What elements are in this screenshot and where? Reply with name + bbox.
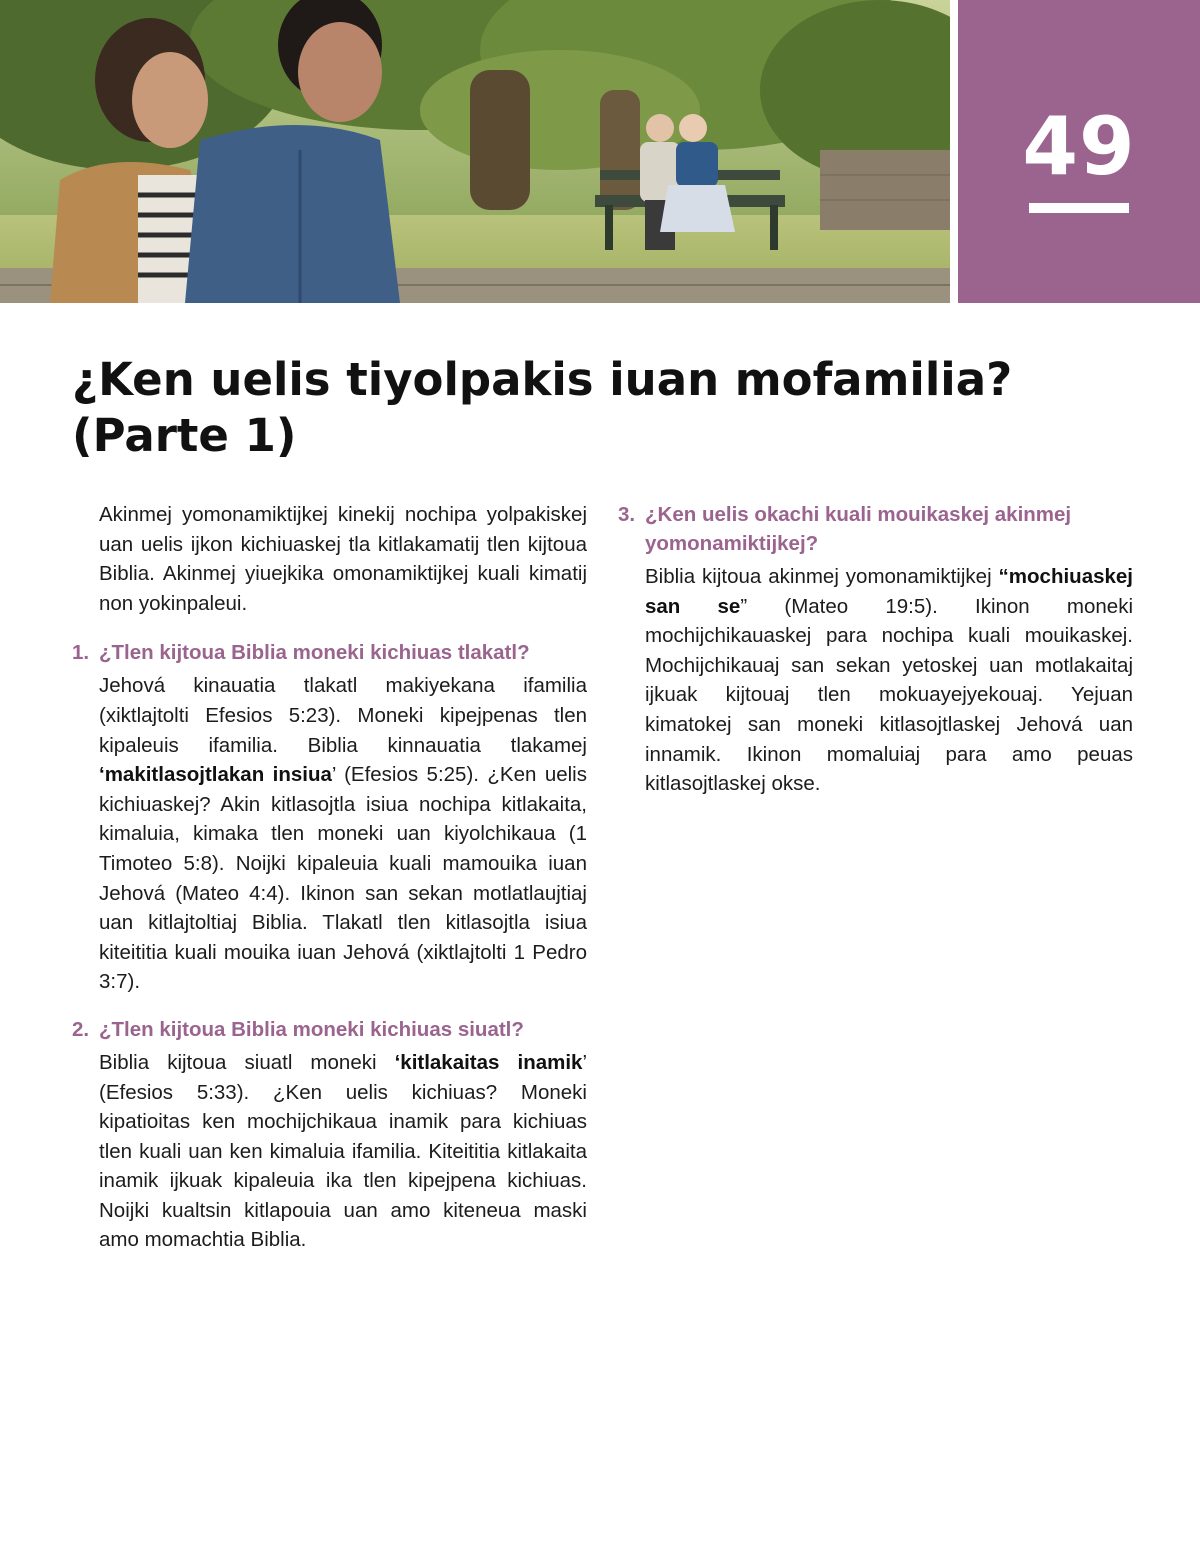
question-heading xyxy=(72,638,587,667)
question-body-text-a: Biblia kijtoua siuatl moneki xyxy=(99,1050,395,1074)
question-number: 3. xyxy=(618,503,636,526)
question-title: ¿Ken uelis okachi kuali mouikaskej akinmej yomonamiktijkej? xyxy=(645,503,1072,555)
question-title: ¿Tlen kijtoua Biblia moneki kichiuas siuatl? xyxy=(99,1017,524,1041)
question-body-emphasis: “mochiuaskej san se xyxy=(645,565,1133,618)
question-heading xyxy=(72,1015,587,1044)
question-section-3 xyxy=(618,500,1133,799)
intro-paragraph: Akinmej yomonamiktijkej kinekij nochipa yolpakiskej uan uelis ijkon kichiuaskej tla kitlakamatij tlen kijtoua Biblia. Akinmej yiuejkika omonamiktijkej kuali kimatij non yokinpaleui. xyxy=(99,503,587,615)
right-column xyxy=(618,500,1133,817)
question-body-emphasis: ‘kitlakaitas inamik xyxy=(394,1050,583,1074)
question-body-text-b: ’ (Efesios 5:33). ¿Ken uelis kichiuas? Moneki kipatioitas ken mochijchikaua inamik para kichiuas tlen kuali uan ken kimaluia ifamilia. Kiteititia kitlakaita inamik ijkuak kipaleuia ika tlen kipejpena kichiuas. Noijki kualtsin kitlapouia uan amo kiteneua maski amo momachtia Biblia. xyxy=(99,1050,588,1252)
question-number: 1. xyxy=(72,641,90,665)
lesson-number: 49 xyxy=(1022,100,1136,193)
question-heading xyxy=(618,500,1133,558)
header-photo xyxy=(0,0,950,303)
lesson-number-box xyxy=(958,0,1200,303)
question-body-text-b: ’ (Efesios 5:25). ¿Ken uelis kichiuaskej? Akin kitlasojtla isiua nochipa kitlakaita, kimaluia, kimaka tlen moneki uan kiyolchikaua (1 Timoteo 5:8). Noijki kipaleuia kuali mamouika iuan Jehová (Mateo 4:4). Ikinon san sekan motlatlaujtiaj uan kitlajtoltiaj Biblia. Tlakatl tlen kitlasojtla isiua kiteititia kuali mouika iuan Jehová (xiktlajtolti 1 Pedro 3:7). xyxy=(99,763,587,994)
page-title-line-2: (Parte 1) xyxy=(72,409,297,462)
lesson-number-underline xyxy=(1029,203,1129,213)
question-body xyxy=(99,1048,587,1255)
question-body-emphasis: ‘makitlasojtlakan insiua xyxy=(99,763,332,787)
question-section-1 xyxy=(72,638,587,997)
question-title: ¿Tlen kijtoua Biblia moneki kichiuas tlakatl? xyxy=(99,641,530,665)
question-body-text-b: ” (Mateo 19:5). Ikinon moneki mochijchikauaskej para nochipa kuali mouikaskej. Mochijchikauaj san sekan yetoskej uan motlakaitaj ijkuak kijtouaj tlen mokuayejyekouaj. Yejuan kimatokej san moneki kitlasojtlaskej Jehová uan innamik. Ikinon momaluiaj para amo peuas kitlasojtlaskej okse. xyxy=(645,594,1134,796)
question-body xyxy=(645,562,1133,799)
question-body-text-a: Jehová kinauatia tlakatl makiyekana ifamilia (xiktlajtolti Efesios 5:23). Moneki kipejpenas tlen kipaleuis ifamilia. Biblia kinnauatia tlakamej xyxy=(99,674,587,757)
question-number: 2. xyxy=(72,1017,90,1041)
page-title-line-1: ¿Ken uelis tiyolpakis iuan mofamilia? xyxy=(72,353,1013,406)
park-couples-photo xyxy=(0,0,950,303)
question-body xyxy=(99,671,587,997)
page-title xyxy=(72,352,1072,464)
question-section-2 xyxy=(72,1015,587,1255)
left-column xyxy=(72,500,587,1273)
question-body-text-a: Biblia kijtoua akinmej yomonamiktijkej xyxy=(645,565,999,588)
